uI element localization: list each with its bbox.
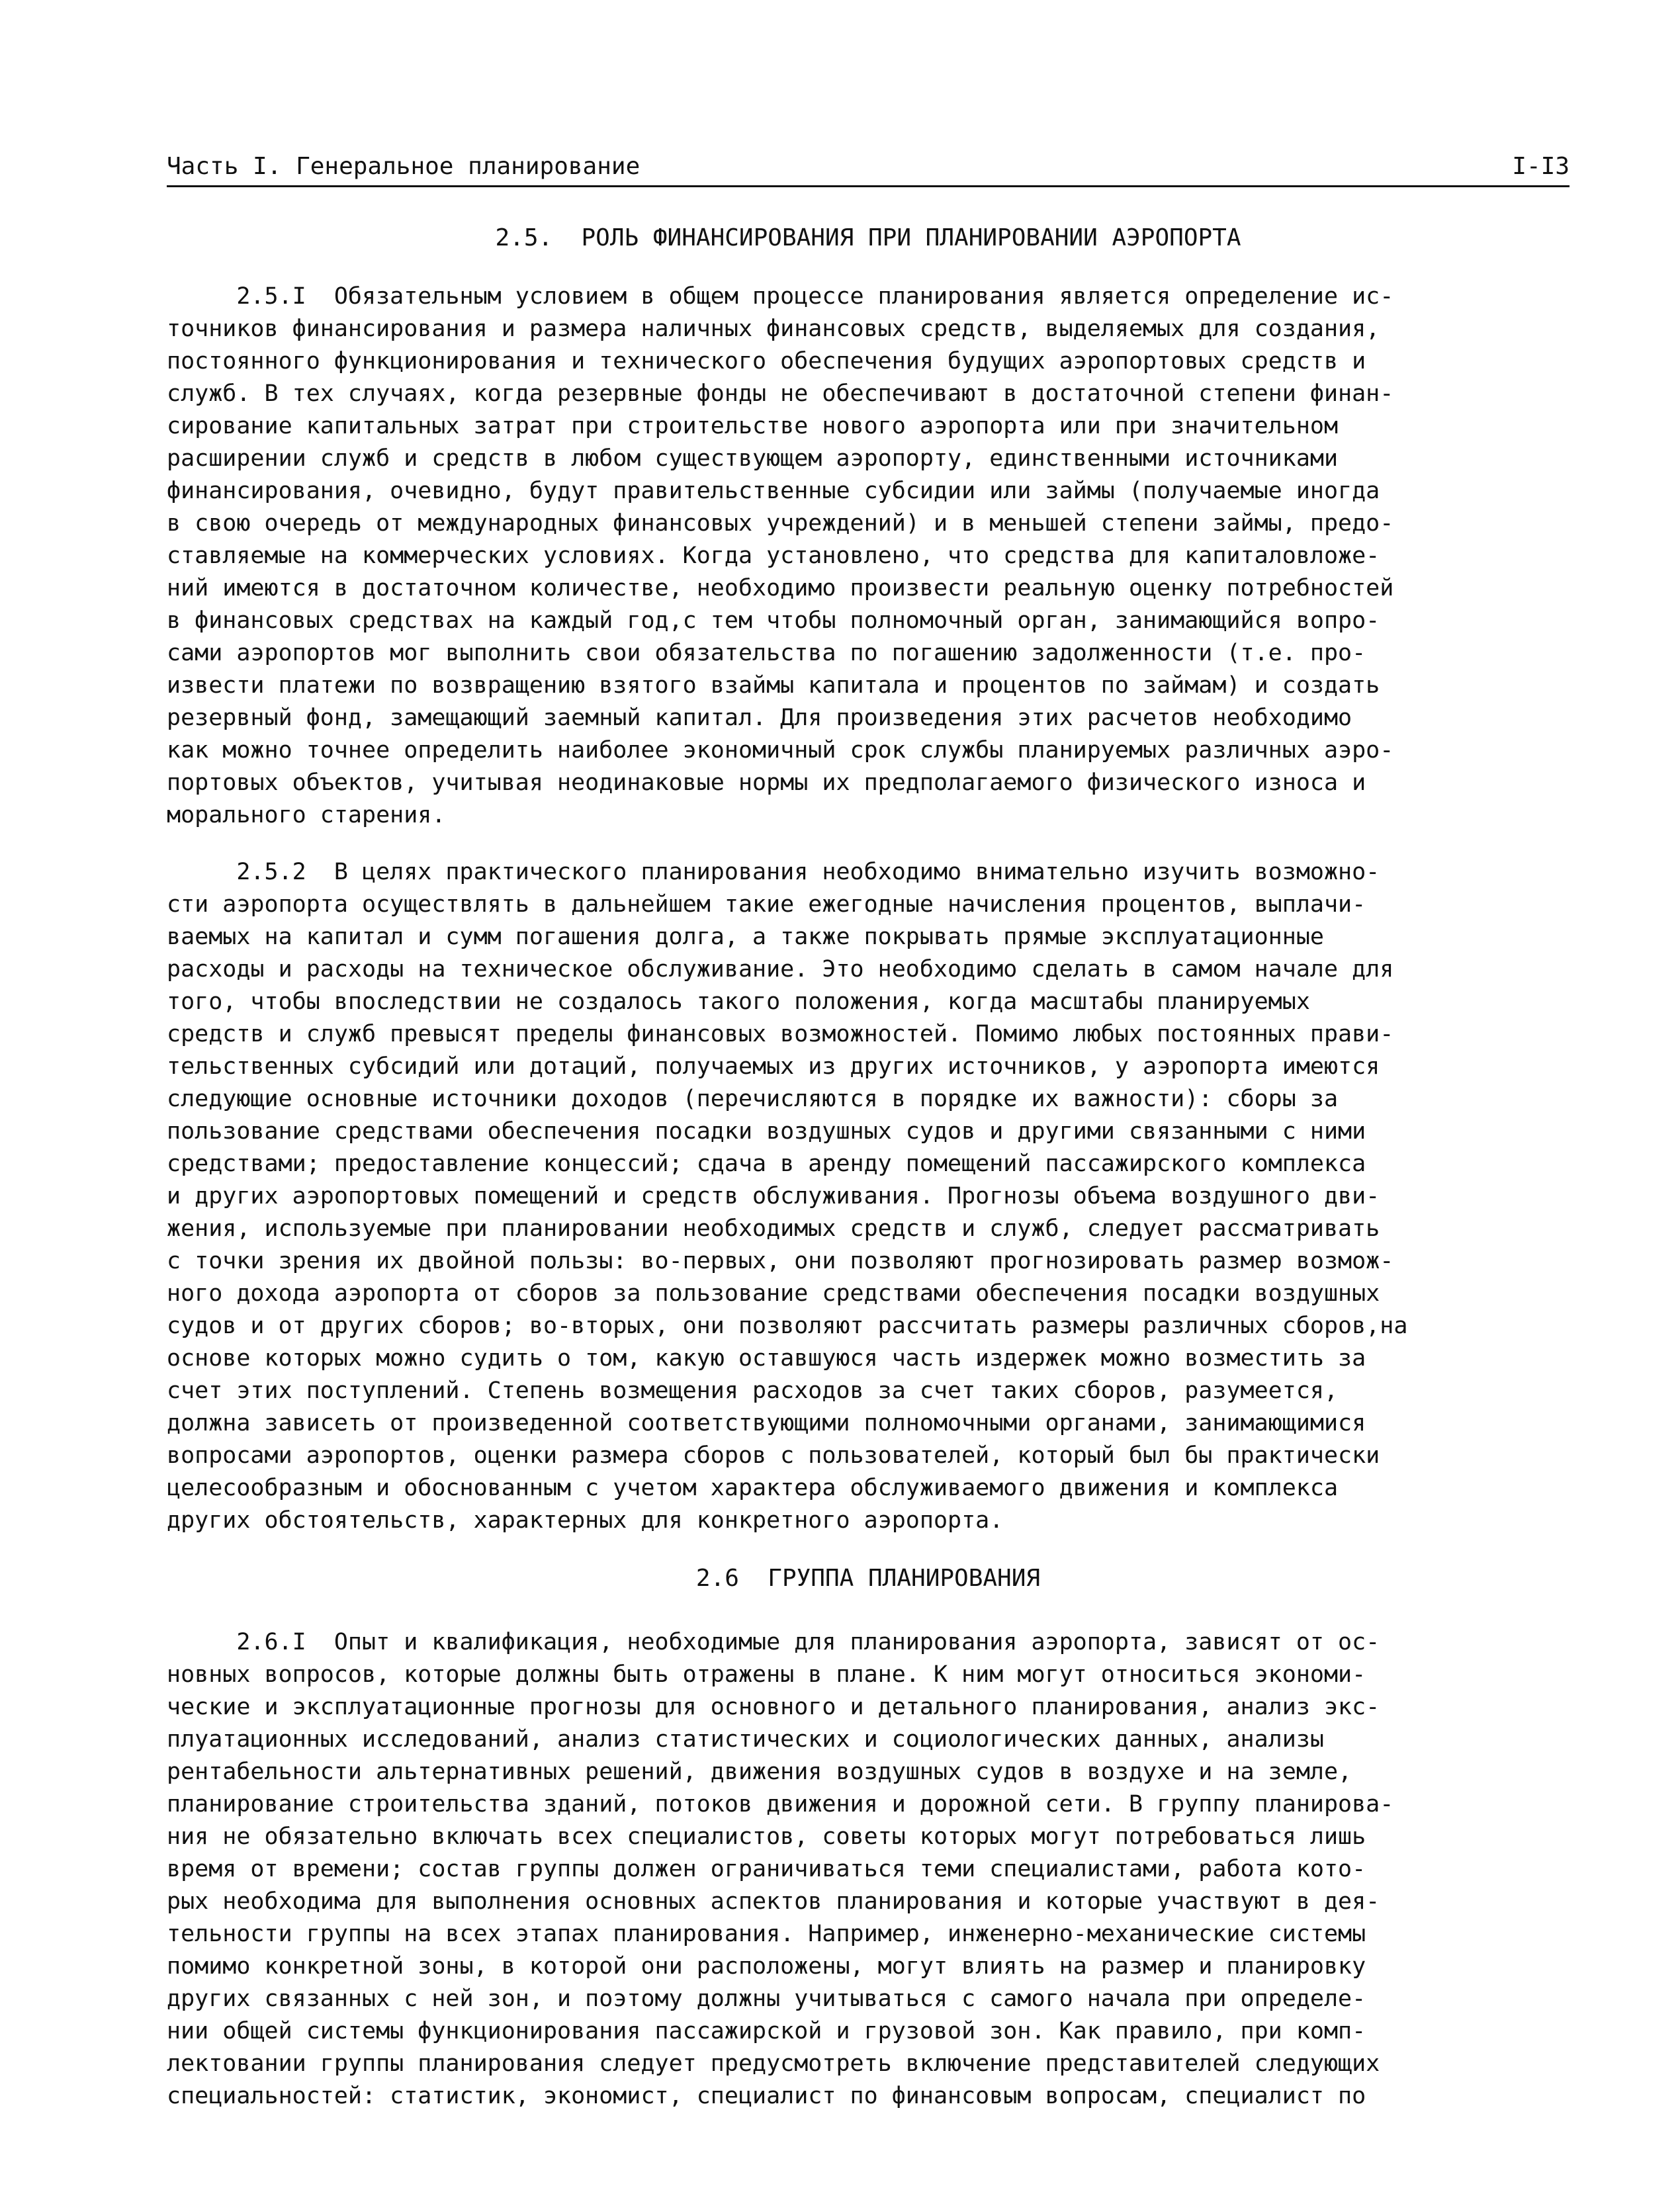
header-part-title: Часть I. Генеральное планирование [167, 153, 641, 180]
text-line: и других аэропортовых помещений и средств обслуживания. Прогнозы объема воздушного дви- [167, 1183, 1380, 1209]
text-line: специальностей: статистик, экономист, специалист по финансовым вопросам, специалист по [167, 2083, 1366, 2109]
text-line: резервный фонд, замещающий заемный капитал. Для произведения этих расчетов необходимо [167, 705, 1352, 731]
text-line: ческие и эксплуатационные прогнозы для основного и детального планирования, анализ экс- [167, 1694, 1380, 1720]
text-line: 2.5.2 В целях практического планирования необходимо внимательно изучить возможно- [167, 859, 1380, 885]
header-page-number: I-I3 [1512, 153, 1569, 180]
text-line: ния не обязательно включать всех специалистов, советы которых могут потребоваться лишь [167, 1823, 1366, 1850]
text-line: того, чтобы впоследствии не создалось такого положения, когда масштабы планируемых [167, 988, 1310, 1015]
text-line: 2.6.I Опыт и квалификация, необходимые для планирования аэропорта, зависят от ос- [167, 1629, 1380, 1655]
text-line: ставляемые на коммерческих условиях. Когда установлено, что средства для капиталовложе- [167, 543, 1380, 569]
text-line: время от времени; состав группы должен ограничиваться теми специалистами, работа кото- [167, 1856, 1366, 1882]
paragraph-2-6-1 [167, 1626, 1569, 2113]
text-line: нии общей системы функционирования пассажирской и грузовой зон. Как правило, при комп- [167, 2018, 1366, 2044]
text-line: средств и служб превысят пределы финансовых возможностей. Помимо любых постоянных прави- [167, 1021, 1394, 1047]
text-line: 2.5.I Обязательным условием в общем процессе планирования является определение ис- [167, 283, 1394, 310]
text-line: должна зависеть от произведенной соответствующими полномочными органами, занимающимися [167, 1410, 1366, 1436]
text-line: лектовании группы планирования следует предусмотреть включение представителей следующих [167, 2050, 1380, 2077]
text-line: следующие основные источники доходов (перечисляются в порядке их важности): сборы за [167, 1086, 1339, 1112]
text-line: расширении служб и средств в любом существующем аэропорту, единственными источниками [167, 445, 1339, 472]
text-line: плуатационных исследований, анализ статистических и социологических данных, анализы [167, 1726, 1324, 1753]
text-line: судов и от других сборов; во-вторых, они позволяют рассчитать размеры различных сборов,на [167, 1313, 1408, 1339]
section-2-6-heading: 2.6 ГРУППА ПЛАНИРОВАНИЯ [695, 1565, 1041, 1592]
text-line: служб. В тех случаях, когда резервные фонды не обеспечивают в достаточной степени финан- [167, 380, 1394, 407]
text-line: сти аэропорта осуществлять в дальнейшем такие ежегодные начисления процентов, выплачи- [167, 891, 1366, 918]
text-line: в финансовых средствах на каждый год,с тем чтобы полномочный орган, занимающийся вопро- [167, 607, 1380, 634]
text-line: новных вопросов, которые должны быть отражены в плане. К ним могут относиться экономи- [167, 1661, 1366, 1688]
text-line: ний имеются в достаточном количестве, необходимо произвести реальную оценку потребностей [167, 575, 1394, 601]
text-line: сирование капитальных затрат при строительстве нового аэропорта или при значительном [167, 413, 1339, 439]
text-line: с точки зрения их двойной пользы: во-первых, они позволяют прогнозировать размер возмож- [167, 1248, 1394, 1274]
text-line: рых необходима для выполнения основных аспектов планирования и которые участвуют в дея- [167, 1888, 1380, 1915]
text-line: извести платежи по возвращению взятого взаймы капитала и процентов по займам) и создать [167, 672, 1380, 699]
text-line: точников финансирования и размера наличных финансовых средств, выделяемых для создания, [167, 316, 1380, 342]
section-2-5-heading: 2.5. РОЛЬ ФИНАНСИРОВАНИЯ ПРИ ПЛАНИРОВАНИИ АЭРОПОРТА [495, 224, 1241, 251]
text-line: пользование средствами обеспечения посадки воздушных судов и другими связанными с ними [167, 1118, 1366, 1145]
text-line: финансирования, очевидно, будут правительственные субсидии или займы (получаемые иногда [167, 478, 1380, 504]
text-line: рентабельности альтернативных решений, движения воздушных судов в воздухе и на земле, [167, 1759, 1352, 1785]
text-line: морального старения. [167, 802, 446, 828]
text-line: вопросами аэропортов, оценки размера сборов с пользователей, который был бы практически [167, 1442, 1380, 1469]
text-line: ваемых на капитал и сумм погашения долга, а также покрывать прямые эксплуатационные [167, 924, 1324, 950]
text-line: портовых объектов, учитывая неодинаковые нормы их предполагаемого физического износа и [167, 769, 1366, 796]
text-line: ного дохода аэропорта от сборов за пользование средствами обеспечения посадки воздушных [167, 1280, 1380, 1307]
text-line: других связанных с ней зон, и поэтому должны учитываться с самого начала при определе- [167, 1986, 1366, 2012]
text-line: постоянного функционирования и технического обеспечения будущих аэропортовых средств и [167, 348, 1366, 374]
text-line: тельности группы на всех этапах планирования. Например, инженерно-механические системы [167, 1921, 1366, 1947]
text-line: как можно точнее определить наиболее экономичный срок службы планируемых различных аэро- [167, 737, 1394, 764]
text-line: помимо конкретной зоны, в которой они расположены, могут влиять на размер и планировку [167, 1953, 1366, 1980]
paragraph-2-5-1 [167, 281, 1569, 832]
page-header [167, 151, 1569, 187]
text-line: в свою очередь от международных финансовых учреждений) и в меньшей степени займы, предо- [167, 510, 1394, 537]
text-line: средствами; предоставление концессий; сдача в аренду помещений пассажирского комплекса [167, 1151, 1366, 1177]
paragraph-2-5-2 [167, 856, 1569, 1537]
text-line: основе которых можно судить о том, какую оставшуюся часть издержек можно возместить за [167, 1345, 1366, 1372]
text-line: сами аэропортов мог выполнить свои обязательства по погашению задолженности (т.е. про- [167, 640, 1366, 666]
text-line: планирование строительства зданий, потоков движения и дорожной сети. В группу планирова- [167, 1791, 1394, 1817]
text-line: жения, используемые при планировании необходимых средств и служб, следует рассматривать [167, 1215, 1380, 1242]
text-line: счет этих поступлений. Степень возмещения расходов за счет таких сборов, разумеется, [167, 1378, 1339, 1404]
text-line: других обстоятельств, характерных для конкретного аэропорта. [167, 1507, 1004, 1534]
text-line: расходы и расходы на техническое обслуживание. Это необходимо сделать в самом начале для [167, 956, 1394, 983]
text-line: целесообразным и обоснованным с учетом характера обслуживаемого движения и комплекса [167, 1475, 1339, 1501]
text-line: тельственных субсидий или дотаций, получаемых из других источников, у аэропорта имеются [167, 1053, 1380, 1080]
